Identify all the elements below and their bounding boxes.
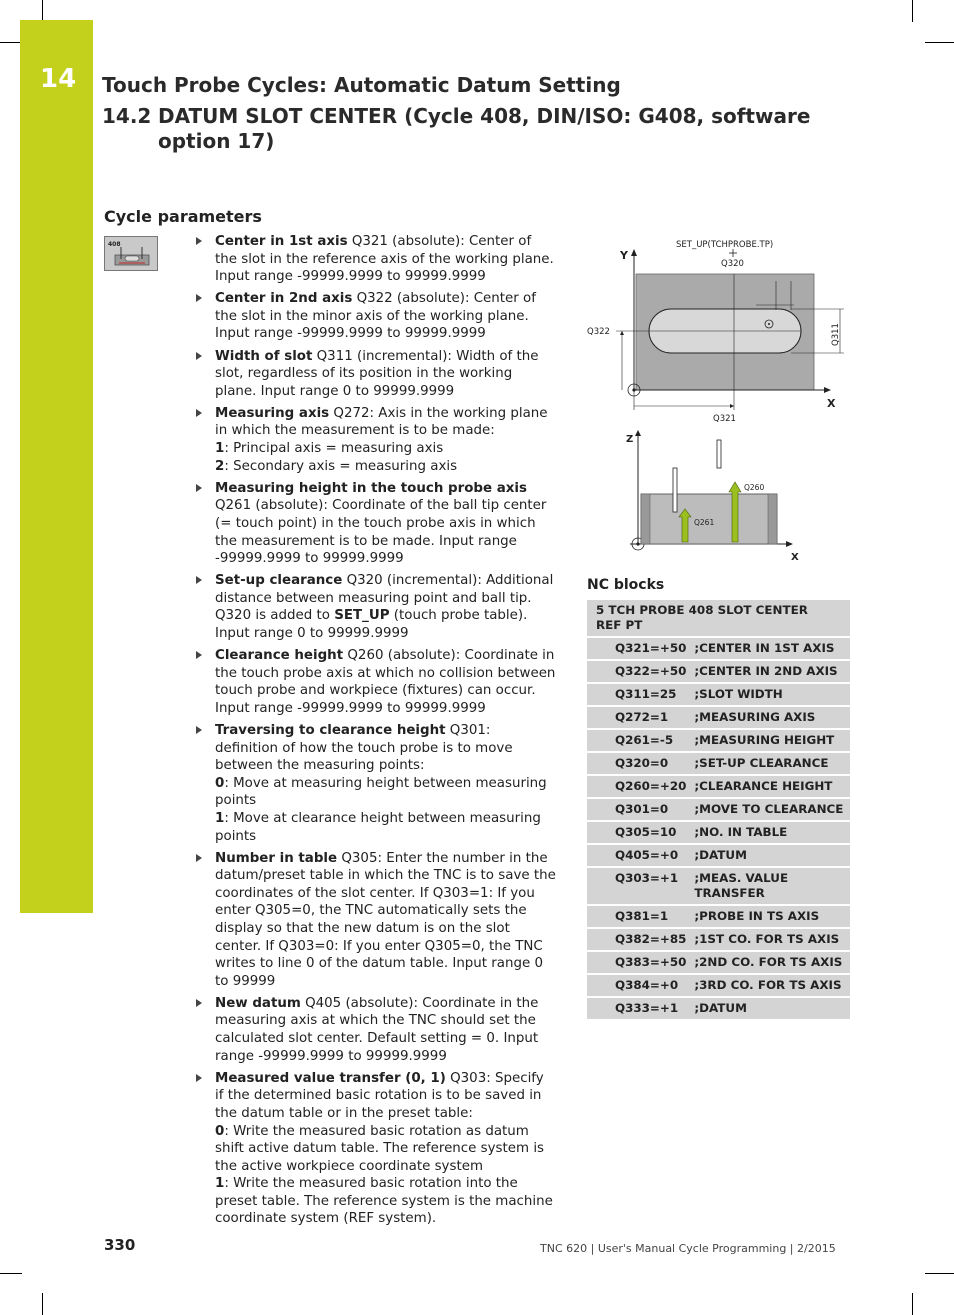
option-key: 2 (215, 458, 225, 474)
param-inline-bold: SET_UP (334, 608, 390, 624)
param-text: Q303: Specify if the determined basic rotation is to be saved in the datum table or in the preset table: (215, 1070, 544, 1121)
table-row (587, 798, 850, 821)
table-row (587, 997, 850, 1020)
option-text: : Secondary axis = measuring axis (224, 458, 458, 474)
option-text: : Move at measuring height between measuring points (215, 775, 547, 809)
nc-comment: ;CENTER IN 2ND AXIS (690, 660, 850, 683)
table-row (587, 752, 850, 775)
triangle-bullet-icon (196, 484, 202, 492)
section-title (102, 104, 822, 154)
nc-comment: ;MEAS. VALUE TRANSFER (690, 867, 850, 905)
triangle-bullet-icon (196, 854, 202, 862)
param-name: Number in table (215, 850, 338, 866)
triangle-bullet-icon (196, 576, 202, 584)
q261-label: Q261 (694, 518, 715, 527)
param-text: Q311 (incremental): Width of the slot, regardless of its position in the working plane. Input range 0 to 99999.9999 (215, 348, 539, 399)
param-name: Measured value transfer (0, 1) (215, 1070, 446, 1086)
z-axis-label: Z (626, 434, 634, 445)
q311-label: Q311 (831, 323, 841, 346)
option-text: : Principal axis = measuring axis (224, 441, 444, 457)
param-item (196, 995, 556, 1065)
option-key: 1 (215, 441, 225, 457)
table-row (587, 928, 850, 951)
param-name: Clearance height (215, 648, 344, 664)
section-number: 14.2 (102, 104, 152, 128)
probe-stylus-left (673, 468, 677, 512)
triangle-bullet-icon (196, 294, 202, 302)
param-text: Q301: definition of how the touch probe is to move between the measuring points: (215, 722, 513, 774)
triangle-bullet-icon (196, 999, 202, 1007)
param-name: Center in 1st axis (215, 234, 348, 249)
option-key: 0 (215, 1123, 225, 1139)
param-name: Traversing to clearance height (215, 722, 446, 738)
param-text: Q405 (absolute): Coordinate in the measuring axis at which the TNC should set the calculated slot center. Default setting = 0. Input range -99999.9999 to 99999.9999 (215, 995, 539, 1064)
triangle-bullet-icon (196, 237, 202, 245)
option-text: : Write the measured basic rotation as datum shift active datum table. The reference system is the active workpiece coordinate system (215, 1123, 545, 1174)
nc-code: Q305=10 (587, 821, 690, 844)
nc-comment: ;CLEARANCE HEIGHT (690, 775, 850, 798)
nc-comment: ;PROBE IN TS AXIS (690, 905, 850, 928)
footer-text: TNC 620 | User's Manual Cycle Programming | 2/2015 (540, 1242, 836, 1255)
option-text: : Write the measured basic rotation into the preset table. The reference system is the machine coordinate system (REF system). (215, 1176, 553, 1227)
triangle-bullet-icon (196, 352, 202, 360)
nc-comment: ;NO. IN TABLE (690, 821, 850, 844)
table-row (587, 951, 850, 974)
param-item (196, 348, 556, 401)
nc-code: Q301=0 (587, 798, 690, 821)
nc-blocks-heading: NC blocks (587, 577, 665, 593)
crop-mark (42, 0, 43, 22)
table-row (587, 974, 850, 997)
nc-comment: ;SET-UP CLEARANCE (690, 752, 850, 775)
chapter-band (20, 20, 93, 913)
triangle-bullet-icon (196, 651, 202, 659)
param-name: Measuring height in the touch probe axis (215, 480, 527, 496)
nc-first-line: 5 TCH PROBE 408 SLOT CENTER REF PT (587, 600, 850, 637)
param-item (196, 405, 556, 475)
nc-code: Q333=+1 (587, 997, 690, 1020)
table-row (587, 775, 850, 798)
nc-code: Q381=1 (587, 905, 690, 928)
crop-mark (912, 1293, 913, 1315)
x-axis-lower-label: X (791, 552, 799, 563)
crop-mark (925, 42, 954, 43)
q320-label: Q320 (721, 259, 744, 269)
table-row (587, 729, 850, 752)
param-text: Q260 (absolute): Coordinate in the touch probe axis at which no collision between touch probe and workpiece (fixtures) can occur. Input range -99999.9999 to 99999.9999 (215, 648, 556, 716)
nc-comment: ;DATUM (690, 844, 850, 867)
nc-code: Q260=+20 (587, 775, 690, 798)
table-row (587, 867, 850, 905)
q260-label: Q260 (744, 483, 765, 492)
table-row (587, 821, 850, 844)
table-row (587, 683, 850, 706)
param-name: Set-up clearance (215, 573, 343, 589)
table-row (587, 660, 850, 683)
table-row (587, 905, 850, 928)
nc-code: Q320=0 (587, 752, 690, 775)
param-name: Center in 2nd axis (215, 291, 353, 307)
param-name: New datum (215, 995, 301, 1011)
parameter-list (196, 233, 556, 1233)
nc-comment: ;3RD CO. FOR TS AXIS (690, 974, 850, 997)
nc-comment: ;2ND CO. FOR TS AXIS (690, 951, 850, 974)
nc-comment: ;DATUM (690, 997, 850, 1020)
q322-label: Q322 (587, 327, 610, 337)
nc-code: Q311=25 (587, 683, 690, 706)
page-number: 330 (104, 1236, 136, 1254)
param-item (196, 850, 556, 991)
table-row (587, 844, 850, 867)
x-axis-label: X (827, 397, 836, 410)
option-key: 1 (215, 810, 225, 826)
triangle-bullet-icon (196, 726, 202, 734)
param-text: Q261 (absolute): Coordinate of the ball tip center (= touch point) in the touch probe axis in which the measurement is to be made. Input range -99999.9999 to 99999.9999 (215, 498, 547, 567)
nc-comment: ;1ST CO. FOR TS AXIS (690, 928, 850, 951)
triangle-bullet-icon (196, 1074, 202, 1082)
chapter-title: Touch Probe Cycles: Automatic Datum Setting (102, 73, 621, 97)
crop-mark (912, 0, 913, 22)
table-row (587, 706, 850, 729)
table-row (587, 600, 850, 637)
param-text: Q321 (absolute): Center of the slot in the reference axis of the working plane. Input range -99999.9999 to 99999.9999 (215, 234, 554, 285)
nc-code: Q405=+0 (587, 844, 690, 867)
softkey-graphic (105, 237, 157, 270)
nc-code: Q272=1 (587, 706, 690, 729)
param-item (196, 647, 556, 717)
param-name: Measuring axis (215, 405, 330, 421)
param-item (196, 233, 556, 286)
crop-mark (0, 42, 22, 43)
param-item (196, 290, 556, 343)
option-text: : Move at clearance height between measuring points (215, 810, 541, 844)
cycle-parameters-heading: Cycle parameters (104, 207, 262, 226)
nc-code: Q321=+50 (587, 637, 690, 660)
param-item (196, 722, 556, 845)
probe-stylus-top (717, 440, 721, 468)
param-text: Q272: Axis in the working plane in which the measurement is to be made: (215, 405, 548, 439)
param-text-2: (touch probe table). Input range 0 to 99999.9999 (215, 608, 528, 641)
nc-code: Q382=+85 (587, 928, 690, 951)
param-item (196, 1070, 556, 1228)
nc-code: Q303=+1 (587, 867, 690, 905)
nc-code: Q322=+50 (587, 660, 690, 683)
option-key: 0 (215, 775, 225, 791)
nc-comment: ;SLOT WIDTH (690, 683, 850, 706)
nc-comment: ;MEASURING AXIS (690, 706, 850, 729)
section-title-text: DATUM SLOT CENTER (Cycle 408, DIN/ISO: G408, software option 17) (158, 104, 811, 153)
option-key: 1 (215, 1176, 225, 1192)
setup-label: SET_UP(TCHPROBE.TP) (676, 240, 774, 250)
chapter-number: 14 (40, 64, 77, 94)
nc-comment: ;MOVE TO CLEARANCE (690, 798, 850, 821)
nc-code: Q384=+0 (587, 974, 690, 997)
param-text: Q322 (absolute): Center of the slot in the minor axis of the working plane. Input range -99999.9999 to 99999.9999 (215, 291, 536, 342)
y-axis-label: Y (620, 249, 628, 262)
table-row (587, 637, 850, 660)
crop-mark (0, 1273, 22, 1274)
slot-center-diagram (586, 234, 852, 564)
q321-label: Q321 (713, 414, 736, 424)
cycle-408-softkey-icon (104, 236, 158, 271)
param-name: Width of slot (215, 348, 313, 364)
param-text: Q305: Enter the number in the datum/preset table in which the TNC is to save the coordinates of the slot center. If Q303=1: If you enter Q305=0, the TNC automatically sets the display so that the new datum is on the slot center. If Q303=0: If you enter Q305=0, the TNC writes to line 0 of the datum table. Input range 0 to 99999 (215, 850, 556, 989)
triangle-bullet-icon (196, 409, 202, 417)
param-item (196, 572, 556, 642)
crop-mark (925, 1273, 954, 1274)
param-text: Q320 (incremental): Additional distance between measuring point and ball tip. Q320 is added to (215, 573, 554, 624)
crop-mark (42, 1293, 43, 1315)
nc-comment: ;CENTER IN 1ST AXIS (690, 637, 850, 660)
nc-code: Q261=-5 (587, 729, 690, 752)
param-item (196, 480, 556, 568)
nc-comment: ;MEASURING HEIGHT (690, 729, 850, 752)
nc-blocks-table (587, 600, 850, 1021)
softkey-label: 408 (108, 241, 121, 248)
nc-code: Q383=+50 (587, 951, 690, 974)
